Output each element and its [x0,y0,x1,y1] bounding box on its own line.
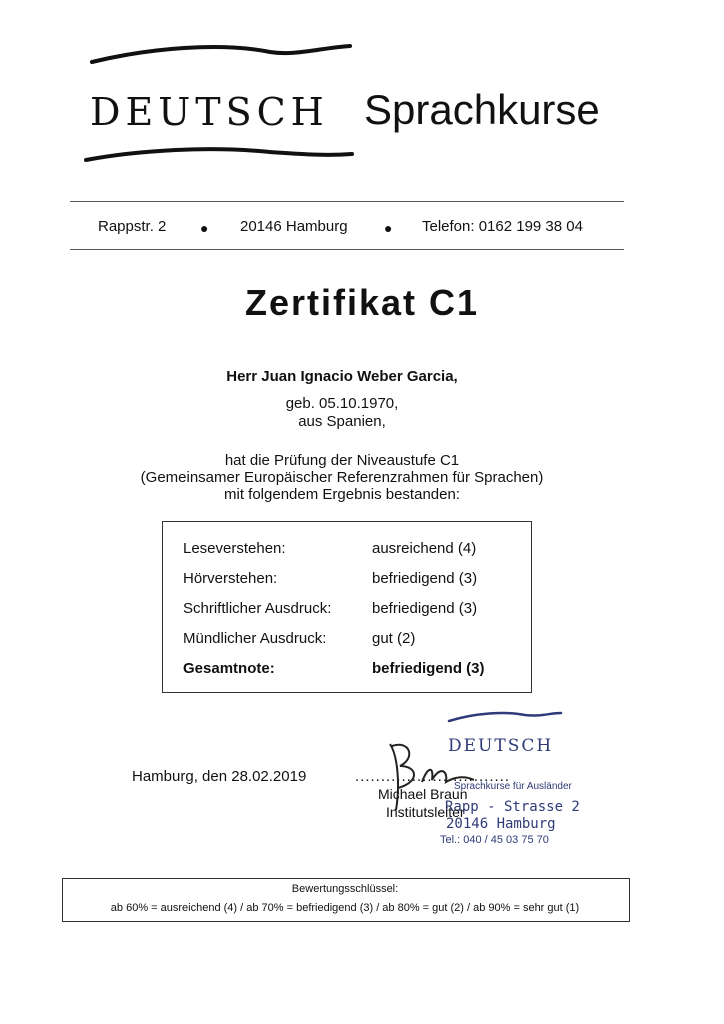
bullet-separator: ● [384,220,393,236]
exam-line-1: hat die Prüfung der Niveaustufe C1 [224,452,460,469]
total-grade-value: befriedigend (3) [372,660,485,677]
stamp-swoosh [445,705,565,731]
logo-swoosh-bottom [80,138,360,172]
header-divider-bottom [70,249,624,250]
stamp-subtitle: Sprachkurse für Ausländer [454,781,572,792]
recipient-name: Herr Juan Ignacio Weber Garcia, [226,368,458,385]
place-and-date: Hamburg, den 28.02.2019 [132,768,307,785]
header-divider-top [70,201,624,202]
signature-line: .............................. [355,768,511,785]
signer-name: Michael Braun [378,786,468,802]
grade-value: gut (2) [372,630,416,647]
origin: aus Spanien, [298,413,386,430]
certificate-title: Zertifikat C1 [244,282,480,323]
exam-line-3: mit folgendem Ergebnis bestanden: [224,486,460,503]
grading-key-text: ab 60% = ausreichend (4) / ab 70% = befriedigend (3) / ab 80% = gut (2) / ab 90% = sehr gut (1) [110,902,580,914]
phone-number: Telefon: 0162 199 38 04 [422,218,583,235]
stamp-phone: Tel.: 040 / 45 03 75 70 [440,834,549,846]
grading-key-title: Bewertungsschlüssel: [291,883,399,895]
birth-date: geb. 05.10.1970, [285,395,399,412]
stamp-logo: DEUTSCH [448,736,554,756]
grade-value: befriedigend (3) [372,600,478,617]
signer-role: Institutsleiter [386,804,465,820]
exam-line-2: (Gemeinsamer Europäischer Referenzrahmen für Sprachen) [140,469,544,486]
grade-label: Leseverstehen: [183,540,286,557]
grade-value: befriedigend (3) [372,570,478,587]
logo-sprachkurse: Sprachkurse [364,86,600,133]
stamp-street: Rapp - Strasse 2 [445,799,580,815]
logo-deutsch: DEUTSCH [90,90,329,134]
logo-swoosh-top [80,38,360,78]
grade-label: Mündlicher Ausdruck: [183,630,327,647]
grade-value: ausreichend (4) [372,540,477,557]
total-grade-label: Gesamtnote: [183,660,275,677]
stamp-city: 20146 Hamburg [446,816,556,832]
grade-label: Hörverstehen: [183,570,278,587]
address-city: 20146 Hamburg [240,218,348,235]
address-street: Rappstr. 2 [98,218,167,235]
grade-label: Schriftlicher Ausdruck: [183,600,332,617]
bullet-separator: ● [200,220,209,236]
